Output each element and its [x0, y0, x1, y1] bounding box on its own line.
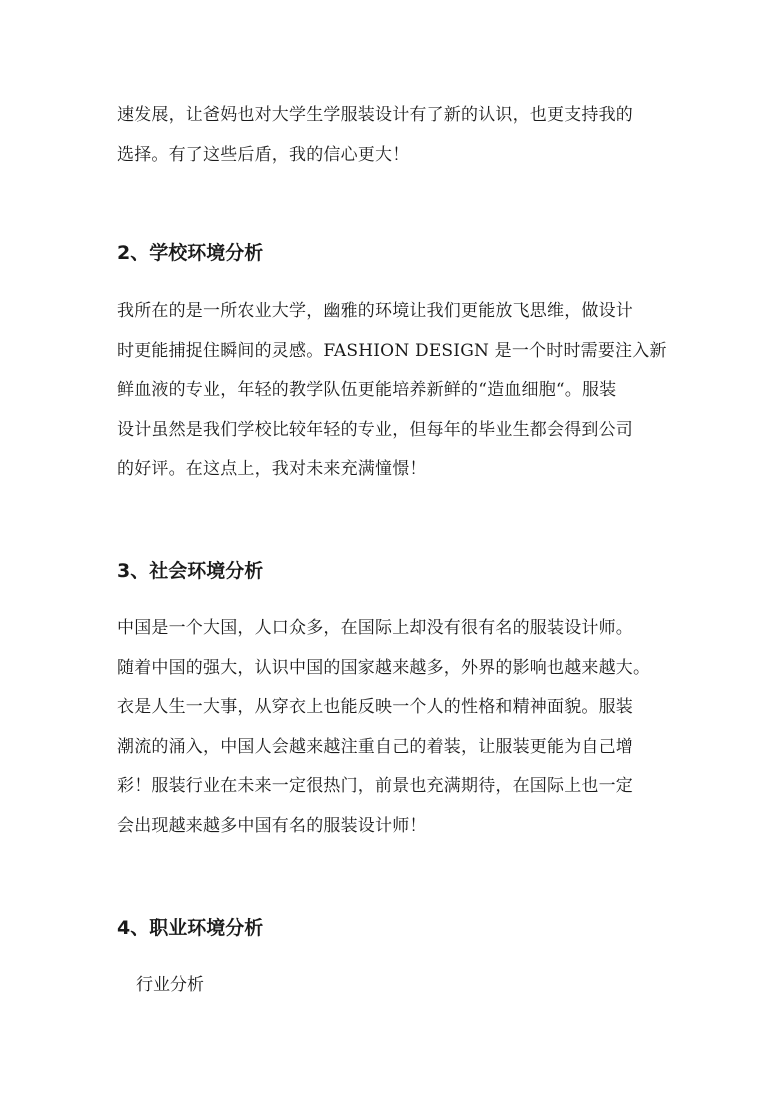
text-line: 的好评。在这点上，我对未来充满憧憬！ — [117, 459, 427, 479]
text-line: 设计虽然是我们学校比较年轻的专业，但每年的毕业生都会得到公司 — [117, 419, 633, 440]
section-heading-school: 2、学校环境分析 — [117, 242, 264, 264]
text-line: 潮流的涌入，中国人会越来越注重自己的着装，让服装更能为自己增 — [117, 736, 633, 757]
text-line: 会出现越来越多中国有名的服装设计师！ — [117, 815, 427, 836]
text-line: 我所在的是一所农业大学，幽雅的环境让我们更能放飞思维，做设计 — [117, 301, 633, 321]
subheading-industry-analysis: 行业分析 — [136, 975, 204, 995]
text-line: 速发展，让爸妈也对大学生学服装设计有了新的认识，也更支持我的 — [117, 105, 633, 125]
text-line: 衣是人生一大事，从穿衣上也能反映一个人的性格和精神面貌。服装 — [117, 697, 633, 717]
section-heading-society: 3、社会环境分析 — [117, 560, 264, 582]
paragraph-school-environment — [117, 292, 667, 490]
text-line: 选择。有了这些后盾，我的信心更大！ — [117, 144, 410, 165]
paragraph-intro-end — [117, 96, 662, 175]
section-heading-career: 4、职业环境分析 — [117, 917, 264, 939]
paragraph-social-environment — [117, 609, 662, 846]
text-line: 鲜血液的专业，年轻的教学队伍更能培养新鲜的“造血细胞“。服装 — [117, 380, 617, 400]
text-line: 中国是一个大国，人口众多，在国际上却没有很有名的服装设计师。 — [117, 618, 633, 638]
text-line: 时更能捕捉住瞬间的灵感。FASHION DESIGN 是一个时时需要注入新 — [117, 340, 667, 361]
text-line: 彩！服装行业在未来一定很热门，前景也充满期待，在国际上也一定 — [117, 776, 633, 796]
text-line: 随着中国的强大，认识中国的国家越来越多，外界的影响也越来越大。 — [117, 657, 651, 678]
